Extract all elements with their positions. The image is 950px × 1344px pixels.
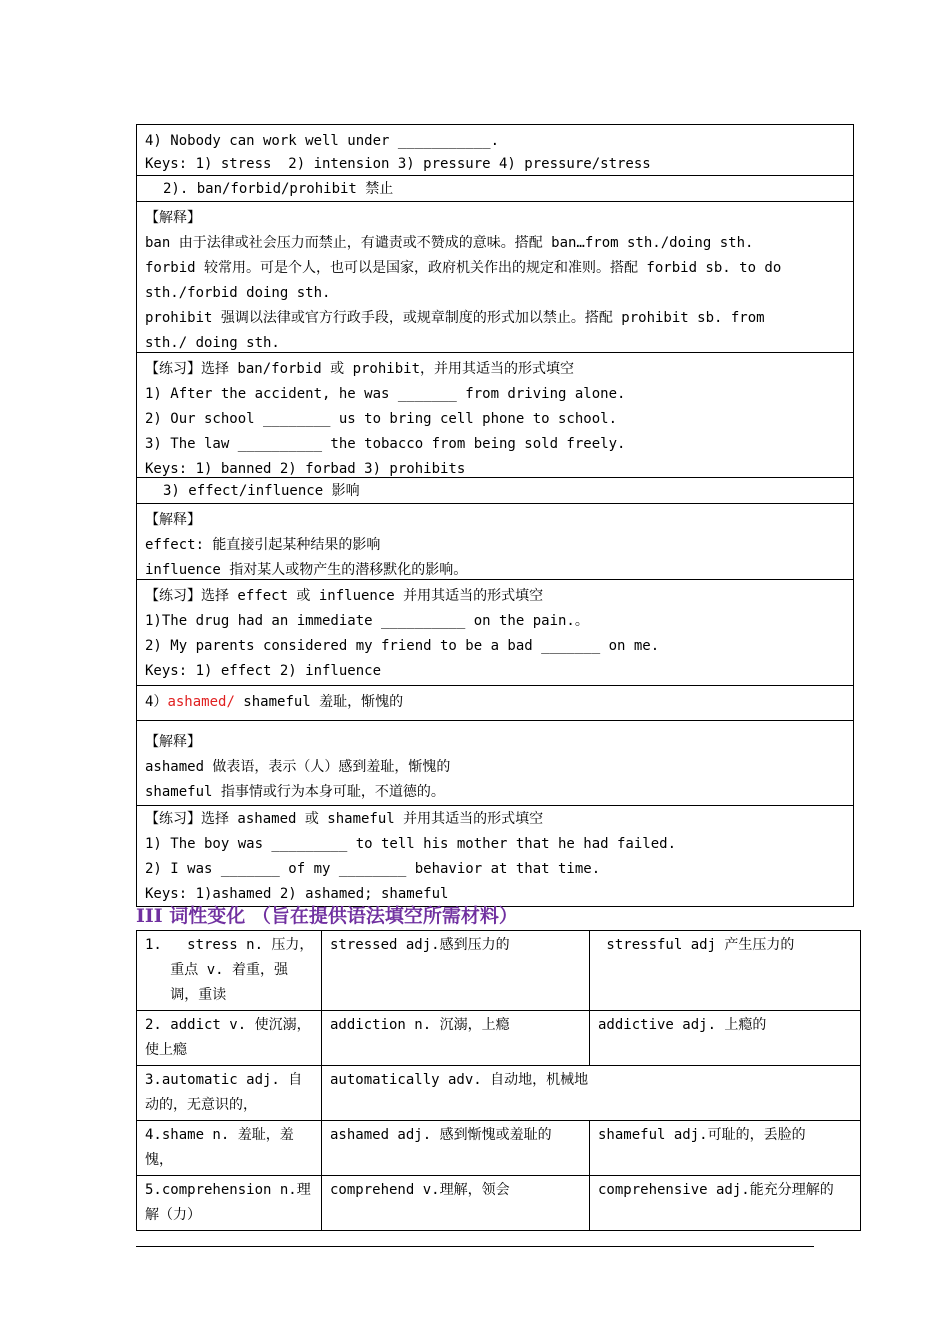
exercise-box [136, 124, 854, 907]
table-cell: comprehend v.理解，领会 [322, 1176, 590, 1231]
cell-line: 愧， [145, 1152, 173, 1168]
effect-practice-row [137, 580, 853, 686]
text-line: 2) Our school ________ us to bring cell phone to school. [145, 411, 618, 427]
pressure-keys-row [137, 125, 853, 176]
table-cell: stressful adj 产生压力的 [590, 931, 861, 1011]
effect-explain-row [137, 504, 853, 580]
cell-line: 2. addict v. 使沉溺， [145, 1017, 311, 1033]
explain-label: 【解释】 [145, 210, 201, 226]
ban-title-row [137, 176, 853, 202]
text-line: 【练习】选择 ashamed 或 shameful 并用其适当的形式填空 [145, 811, 544, 827]
table-row [137, 1176, 861, 1231]
ashamed-title-row [137, 686, 853, 721]
cell-line: 3.automatic adj. 自 [145, 1072, 303, 1088]
cell-line: 1. stress n. 压力， [145, 937, 314, 953]
cell-line: 解（力） [145, 1207, 201, 1223]
cell-line: 5.comprehension n.理 [145, 1182, 311, 1198]
text-line: Keys: 1) effect 2) influence [145, 663, 382, 679]
table-cell: comprehensive adj.能充分理解的 [590, 1176, 861, 1231]
title-highlight: ashamed/ [167, 694, 235, 710]
text-line: shameful 指事情或行为本身可耻，不道德的。 [145, 784, 445, 800]
footer-divider [136, 1246, 814, 1247]
cell-line: 4.shame n. 羞耻，羞 [145, 1127, 294, 1143]
table-row [137, 931, 861, 1011]
text-line: 【练习】选择 effect 或 influence 并用其适当的形式填空 [145, 588, 544, 604]
text-line: sth./ doing sth. [145, 335, 280, 351]
table-cell [137, 1066, 322, 1121]
table-row [137, 1121, 861, 1176]
table-cell: addictive adj. 上瘾的 [590, 1011, 861, 1066]
section-heading: III 词性变化 （旨在提供语法填空所需材料） [136, 905, 518, 927]
cell-line: 动的，无意识的， [145, 1097, 257, 1113]
ban-explain-row [137, 202, 853, 353]
text-line: 【练习】选择 ban/forbid 或 prohibit，并用其适当的形式填空 [145, 361, 575, 377]
cell-line: 重点 v. 着重，强 [145, 962, 289, 978]
table-cell: addiction n. 沉溺，上瘾 [322, 1011, 590, 1066]
table-cell [137, 1011, 322, 1066]
table-cell: stressed adj.感到压力的 [322, 931, 590, 1011]
table-cell: shameful adj.可耻的，丢脸的 [590, 1121, 861, 1176]
cell-line: 使上瘾 [145, 1042, 187, 1058]
word-forms-table [136, 930, 861, 1231]
table-cell [137, 931, 322, 1011]
section-title: 2). ban/forbid/prohibit 禁止 [163, 181, 394, 197]
text-line: ashamed 做表语，表示（人）感到羞耻，惭愧的 [145, 759, 451, 775]
table-cell: ashamed adj. 感到惭愧或羞耻的 [322, 1121, 590, 1176]
text-line: forbid 较常用。可是个人，也可以是国家，政府机关作出的规定和准则。搭配 forbid sb. to do [145, 260, 782, 276]
text-line: 1)The drug had an immediate __________ on the pain.。 [145, 613, 589, 629]
text-line: 【解释】 [145, 512, 201, 528]
text-line: 1) After the accident, he was _______ from driving alone. [145, 386, 626, 402]
title-prefix: 4） [145, 694, 168, 710]
text-line: effect: 能直接引起某种结果的影响 [145, 537, 381, 553]
text-line: Keys: 1) stress 2) intension 3) pressure 4) pressure/stress [145, 156, 651, 172]
text-line: prohibit 强调以法律或官方行政手段，或规章制度的形式加以禁止。搭配 prohibit sb. from [145, 310, 765, 326]
text-line: Keys: 1)ashamed 2) ashamed; shameful [145, 886, 449, 902]
text-line: sth./forbid doing sth. [145, 285, 331, 301]
table-cell [137, 1176, 322, 1231]
table-row [137, 1011, 861, 1066]
section-title [145, 690, 845, 715]
text-line: 4) Nobody can work well under ___________. [145, 133, 500, 149]
table-row [137, 1066, 861, 1121]
text-line: 1) The boy was _________ to tell his mother that he had failed. [145, 836, 677, 852]
cell-line: 调，重读 [145, 987, 227, 1003]
effect-title-row [137, 478, 853, 504]
table-cell: automatically adv. 自动地，机械地 [322, 1066, 861, 1121]
section-title: 3) effect/influence 影响 [163, 483, 360, 499]
text-line: influence 指对某人或物产生的潜移默化的影响。 [145, 562, 468, 578]
table-cell [137, 1121, 322, 1176]
text-line: 【解释】 [145, 734, 201, 750]
text-line: 2) I was _______ of my ________ behavior at that time. [145, 861, 601, 877]
ashamed-practice-row [137, 806, 853, 906]
ban-practice-row [137, 353, 853, 478]
ashamed-explain-row [137, 721, 853, 806]
text-line: 2) My parents considered my friend to be a bad _______ on me. [145, 638, 660, 654]
text-line: 3) The law __________ the tobacco from being sold freely. [145, 436, 626, 452]
text-line: ban 由于法律或社会压力而禁止，有谴责或不赞成的意味。搭配 ban…from sth./doing sth. [145, 235, 754, 251]
title-rest: shameful 羞耻，惭愧的 [234, 694, 404, 710]
text-line: Keys: 1) banned 2) forbad 3) prohibits [145, 461, 466, 477]
